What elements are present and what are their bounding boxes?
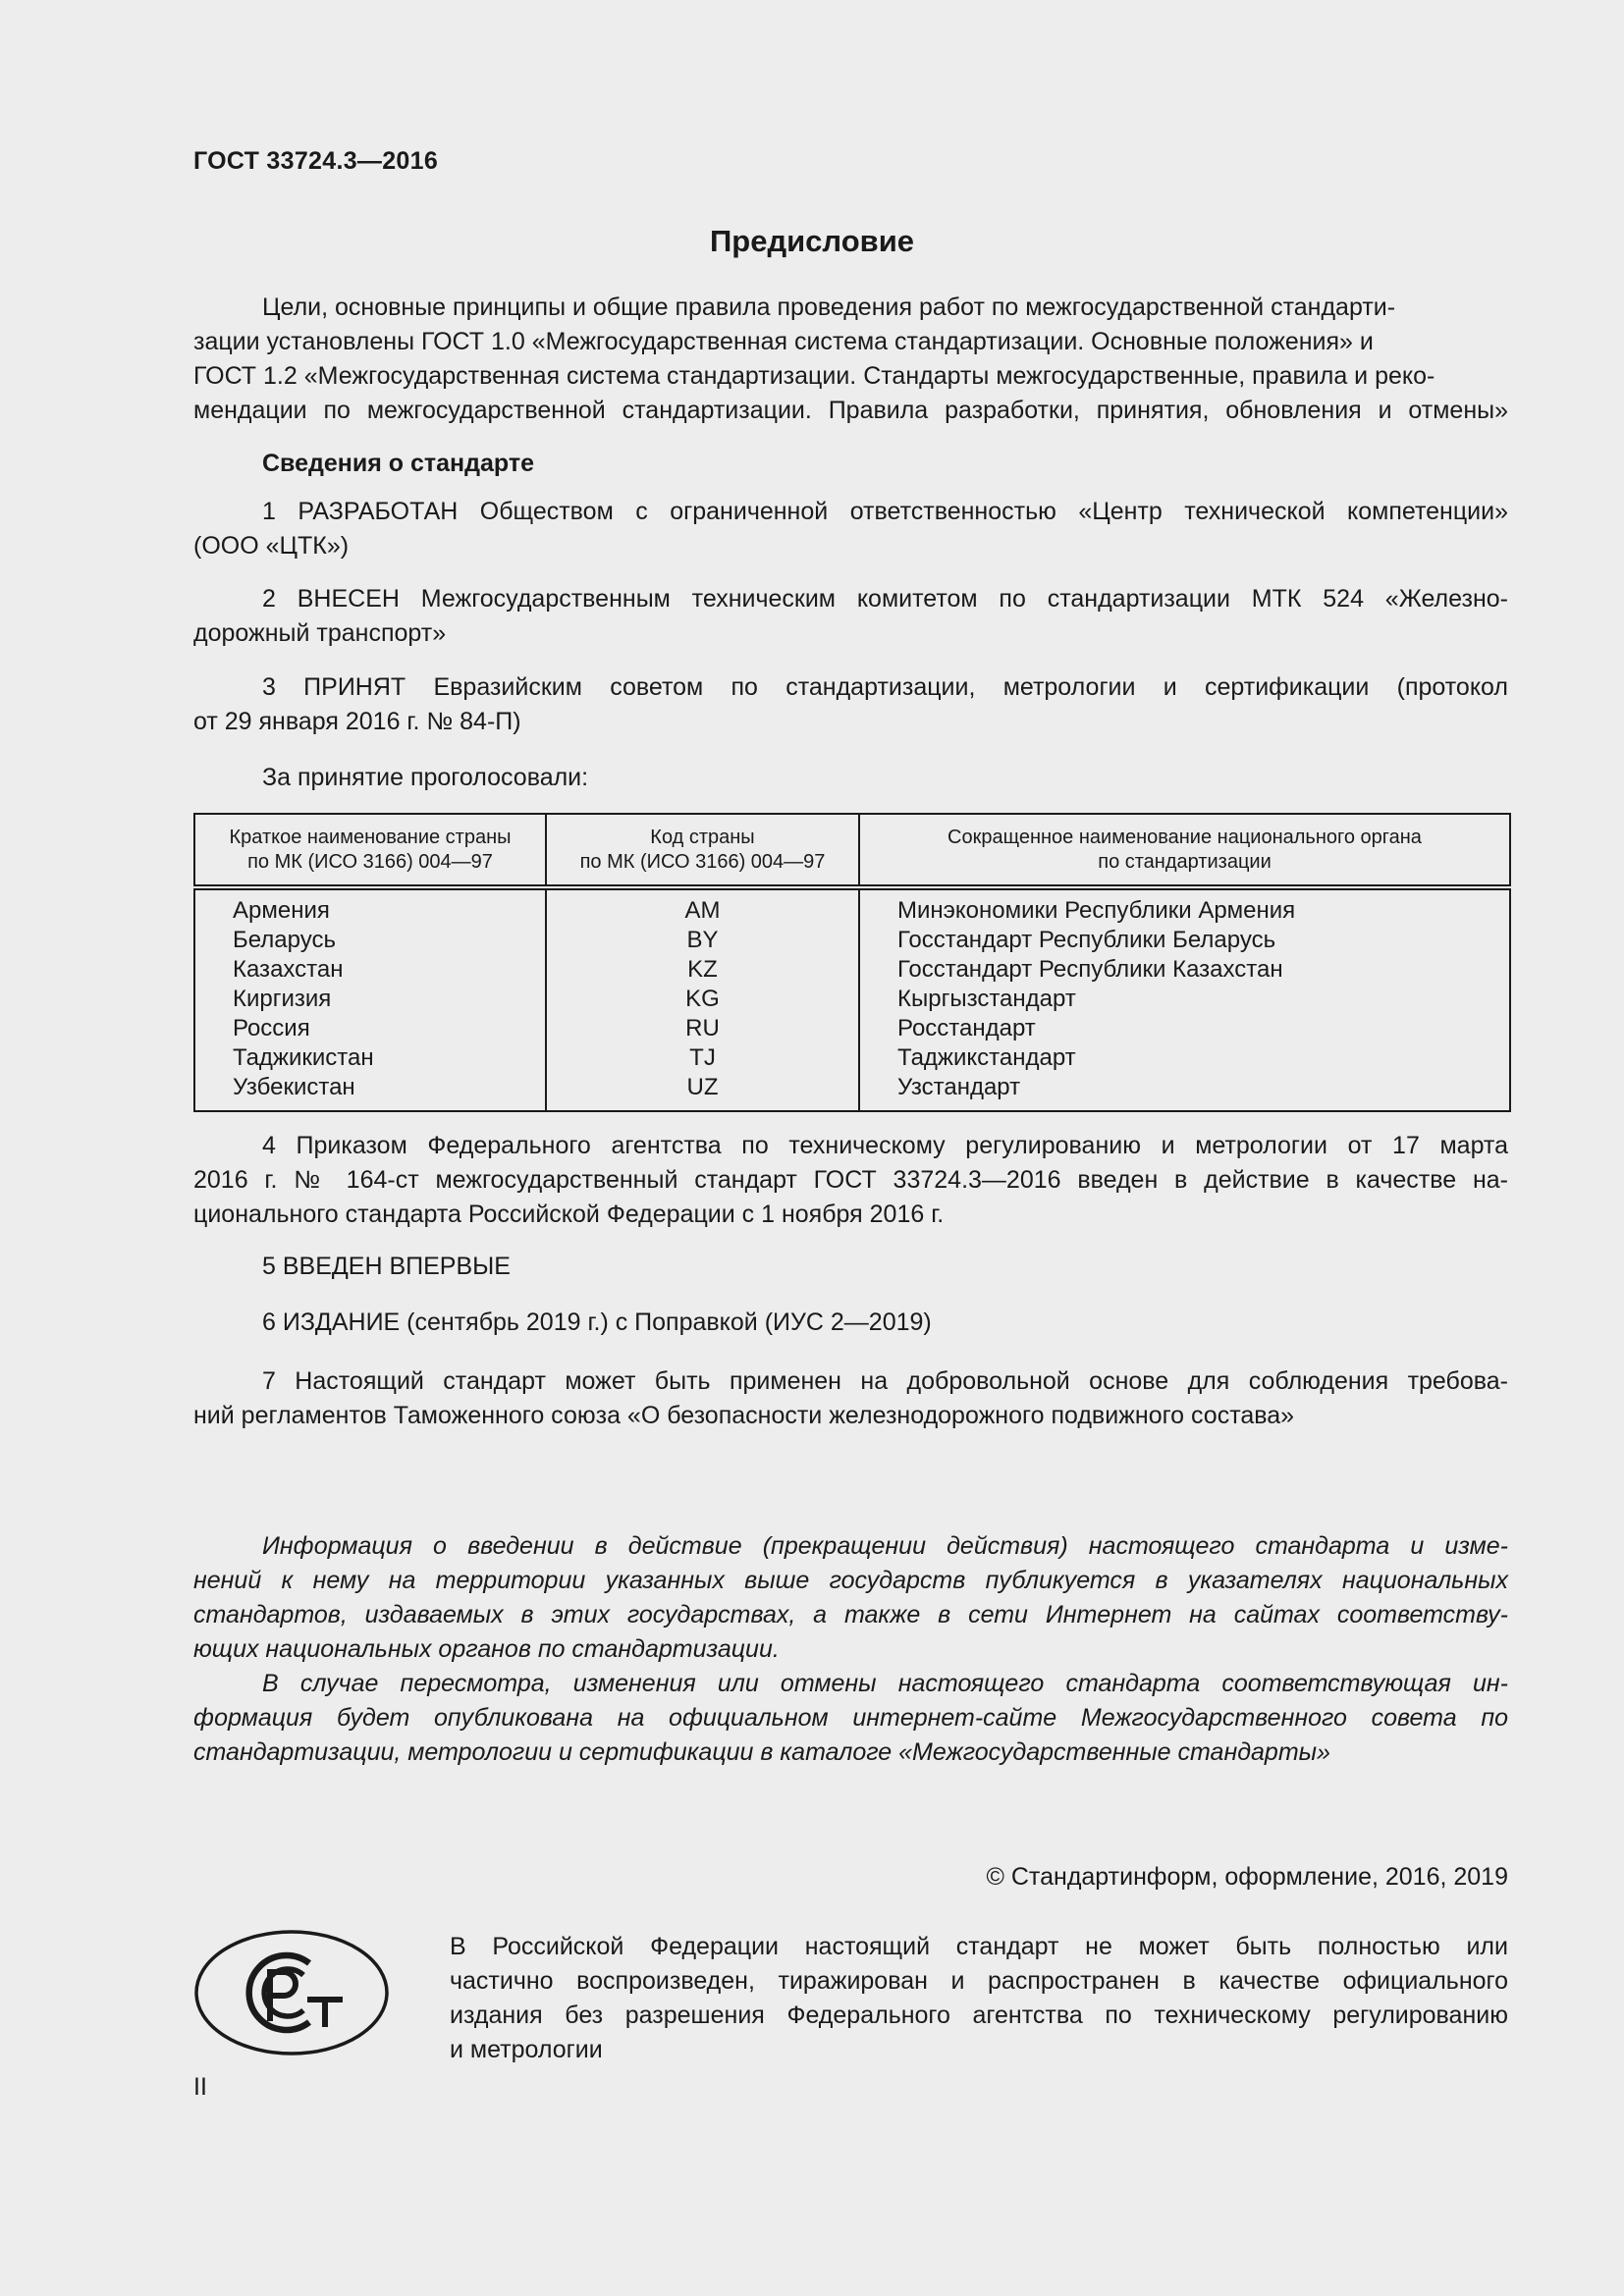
text-line: ющих национальных органов по стандартизации. — [193, 1635, 780, 1663]
table-row — [194, 1014, 1510, 1043]
info-paragraph — [193, 1529, 1508, 1770]
item-voluntary — [193, 1364, 1508, 1433]
text-line: 7 Настоящий стандарт может быть применен на добровольной основе для соблюдения требова- — [262, 1367, 1508, 1395]
country-code: RU — [546, 1014, 859, 1043]
text-line: 2016 г. № 164-ст межгосударственный стандарт ГОСТ 33724.3—2016 введен в действие в качестве на- — [193, 1166, 1508, 1194]
national-body: Госстандарт Республики Беларусь — [859, 926, 1510, 955]
page-title: Предисловие — [709, 224, 914, 258]
intro-paragraph — [193, 291, 1508, 428]
text-line: издания без разрешения Федерального агентства по техническому регулированию — [450, 2002, 1508, 2029]
national-body: Узстандарт — [859, 1073, 1510, 1111]
country-code: TJ — [546, 1043, 859, 1073]
item-order — [193, 1129, 1508, 1232]
text-line: стандартизации, метрологии и сертификации в каталоге «Межгосударственные стандарты» — [193, 1738, 1330, 1766]
table-header-row — [194, 814, 1510, 887]
section-heading: Сведения о стандарте — [262, 450, 535, 477]
text-line: 2 ВНЕСЕН Межгосударственным техническим комитетом по стандартизации МТК 524 «Железно- — [262, 585, 1508, 613]
item-edition: 6 ИЗДАНИЕ (сентябрь 2019 г.) с Поправкой (ИУС 2—2019) — [262, 1308, 932, 1336]
voted-label: За принятие проголосовали: — [262, 764, 589, 791]
table-row — [194, 955, 1510, 985]
text-line: ционального стандарта Российской Федерации с 1 ноября 2016 г. — [193, 1201, 945, 1228]
text-line: мендации по межгосударственной стандартизации. Правила разработки, принятия, обновления и отмены» — [193, 397, 1508, 424]
table-row — [194, 985, 1510, 1014]
national-body: Кыргызстандарт — [859, 985, 1510, 1014]
gost-r-certification-mark-icon — [193, 1929, 390, 2056]
country-name: Армения — [233, 897, 330, 924]
text-line: дорожный транспорт» — [193, 619, 447, 647]
text-line: от 29 января 2016 г. № 84-П) — [193, 708, 521, 735]
country-name: Россия — [233, 1015, 310, 1041]
country-code: AM — [546, 896, 859, 926]
national-body: Госстандарт Республики Казахстан — [859, 955, 1510, 985]
text-line: стандартов, издаваемых в этих государствах, а также в сети Интернет на сайтах соответству- — [193, 1601, 1508, 1629]
text-line: В случае пересмотра, изменения или отмены настоящего стандарта соответствующая ин- — [262, 1670, 1508, 1697]
header-country-name: Краткое наименование страны по МК (ИСО 3166) 004—97 — [194, 814, 546, 887]
copyright-notice: © Стандартинформ, оформление, 2016, 2019 — [986, 1863, 1508, 1891]
document-id: ГОСТ 33724.3—2016 — [193, 147, 439, 175]
country-name: Беларусь — [233, 927, 336, 953]
item-introduced — [193, 582, 1508, 651]
country-name: Узбекистан — [233, 1074, 355, 1100]
table-row — [194, 926, 1510, 955]
table-row — [194, 896, 1510, 926]
country-name: Таджикистан — [233, 1044, 374, 1071]
country-name: Киргизия — [233, 986, 332, 1012]
item-first-introduced: 5 ВВЕДЕН ВПЕРВЫЕ — [262, 1253, 511, 1280]
national-body: Таджикстандарт — [859, 1043, 1510, 1073]
table-row — [194, 1043, 1510, 1073]
text-line: и метрологии — [450, 2036, 603, 2063]
country-code: KG — [546, 985, 859, 1014]
header-national-body: Сокращенное наименование национального органа по стандартизации — [859, 814, 1510, 887]
text-line: формация будет опубликована на официальном интернет-сайте Межгосударственного совета по — [193, 1704, 1508, 1732]
text-line: 4 Приказом Федерального агентства по техническому регулированию и метрологии от 17 марта — [262, 1132, 1508, 1159]
reproduction-notice — [450, 1930, 1508, 2067]
text-line: ГОСТ 1.2 «Межгосударственная система стандартизации. Стандарты межгосударственные, правила и реко- — [193, 362, 1435, 390]
national-body: Минэкономики Республики Армения — [859, 896, 1510, 926]
text-line: (ООО «ЦТК») — [193, 532, 350, 560]
country-code: KZ — [546, 955, 859, 985]
text-line: частично воспроизведен, тиражирован и распространен в качестве официального — [450, 1967, 1508, 1995]
text-line: ний регламентов Таможенного союза «О безопасности железнодорожного подвижного состава» — [193, 1402, 1295, 1429]
voting-countries-table — [193, 813, 1511, 1112]
page-number: II — [193, 2073, 207, 2101]
text-line: Цели, основные принципы и общие правила проведения работ по межгосударственной стандарти- — [262, 294, 1396, 321]
country-code: BY — [546, 926, 859, 955]
country-name: Казахстан — [233, 956, 344, 983]
national-body: Росстандарт — [859, 1014, 1510, 1043]
text-line: Информация о введении в действие (прекращении действия) настоящего стандарта и изме- — [262, 1532, 1508, 1560]
text-line: В Российской Федерации настоящий стандарт не может быть полностью или — [450, 1933, 1508, 1960]
country-code: UZ — [546, 1073, 859, 1111]
text-line: зации установлены ГОСТ 1.0 «Межгосударственная система стандартизации. Основные положения» и — [193, 328, 1374, 355]
text-line: 1 РАЗРАБОТАН Обществом с ограниченной ответственностью «Центр технической компетенции» — [262, 498, 1508, 525]
header-country-code: Код страны по МК (ИСО 3166) 004—97 — [546, 814, 859, 887]
text-line: нений к нему на территории указанных выше государств публикуется в указателях национальных — [193, 1567, 1508, 1594]
item-adopted — [193, 670, 1508, 739]
table-row — [194, 1073, 1510, 1111]
text-line: 3 ПРИНЯТ Евразийским советом по стандартизации, метрологии и сертификации (протокол — [262, 673, 1508, 701]
item-developed — [193, 495, 1508, 563]
